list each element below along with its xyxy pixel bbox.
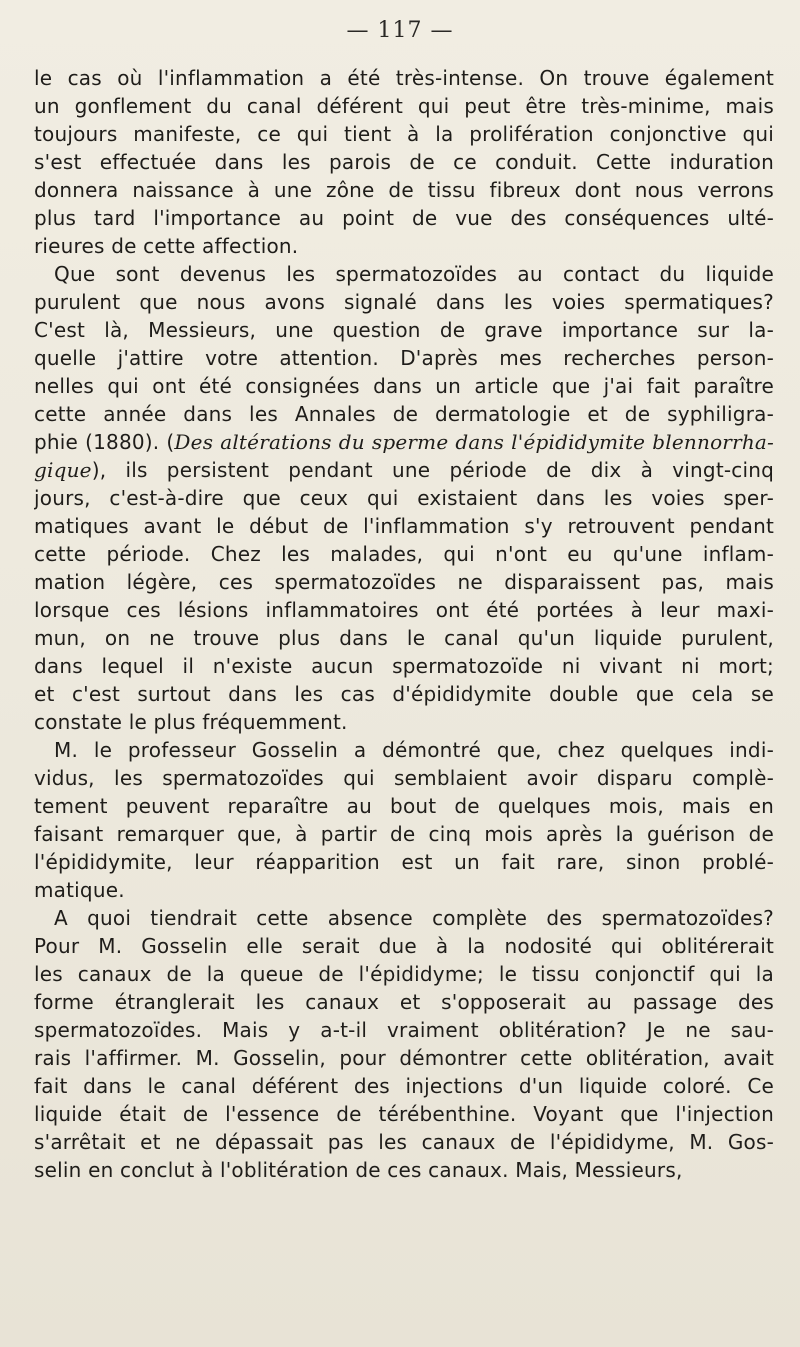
text-line: s'est effectuée dans les parois de ce conduit. Cette induration	[34, 150, 774, 174]
text-line: le cas où l'inflammation a été très-intense. On trouve également	[34, 66, 774, 90]
text-line: liquide était de l'essence de térébenthine. Voyant que l'injection	[34, 1102, 774, 1126]
italic-title: Des altérations du sperme dans l'épididymite blennorrha-	[174, 430, 774, 454]
text-line: nelles qui ont été consignées dans un article que j'ai fait paraître	[34, 374, 774, 398]
text-line: forme étranglerait les canaux et s'opposerait au passage des	[34, 990, 774, 1014]
text-line	[34, 428, 774, 456]
text-line: dans lequel il n'existe aucun spermatozoïde ni vivant ni mort;	[34, 654, 774, 678]
text-line: C'est là, Messieurs, une question de grave importance sur la-	[34, 318, 774, 342]
text-line: l'épididymite, leur réapparition est un fait rare, sinon problé-	[34, 850, 774, 874]
text-line: M. le professeur Gosselin a démontré que, chez quelques indi-	[54, 738, 774, 762]
text-line: fait dans le canal déférent des injections d'un liquide coloré. Ce	[34, 1074, 774, 1098]
text-line: quelle j'attire votre attention. D'après mes recherches person-	[34, 346, 774, 370]
text-line: cette année dans les Annales de dermatologie et de syphiligra-	[34, 402, 774, 426]
text-line: spermatozoïdes. Mais y a-t-il vraiment oblitération? Je ne sau-	[34, 1018, 774, 1042]
text-line: mun, on ne trouve plus dans le canal qu'un liquide purulent,	[34, 626, 774, 650]
text-line: constate le plus fréquemment.	[34, 710, 348, 734]
text-line: lorsque ces lésions inflammatoires ont été portées à leur maxi-	[34, 598, 774, 622]
text-line: plus tard l'importance au point de vue des conséquences ulté-	[34, 206, 774, 230]
page-number: — 117 —	[346, 18, 454, 43]
text-line: matiques avant le début de l'inflammation s'y retrouvent pendant	[34, 514, 774, 538]
text-line: s'arrêtait et ne dépassait pas les canaux de l'épididyme, M. Gos-	[34, 1130, 774, 1154]
body-text	[34, 64, 774, 1184]
text-line: tement peuvent reparaître au bout de quelques mois, mais en	[34, 794, 774, 818]
text-line: rais l'affirmer. M. Gosselin, pour démontrer cette oblitération, avait	[34, 1046, 774, 1070]
text-line: A quoi tiendrait cette absence complète des spermatozoïdes?	[54, 906, 774, 930]
text-run: phie (1880). (	[34, 430, 175, 454]
text-line: donnera naissance à une zône de tissu fibreux dont nous verrons	[34, 178, 774, 202]
text-line: Pour M. Gosselin elle serait due à la nodosité qui oblitérerait	[34, 934, 774, 958]
italic-title: gique	[34, 458, 92, 482]
text-line: Que sont devenus les spermatozoïdes au contact du liquide	[54, 262, 774, 286]
text-line: un gonflement du canal déférent qui peut être très-minime, mais	[34, 94, 774, 118]
text-line: mation légère, ces spermatozoïdes ne disparaissent pas, mais	[34, 570, 774, 594]
text-line: rieures de cette affection.	[34, 234, 299, 258]
text-line: matique.	[34, 878, 125, 902]
text-line: selin en conclut à l'oblitération de ces canaux. Mais, Messieurs,	[34, 1158, 683, 1182]
text-line: vidus, les spermatozoïdes qui semblaient avoir disparu complè-	[34, 766, 774, 790]
text-line: purulent que nous avons signalé dans les voies spermatiques?	[34, 290, 774, 314]
text-run: ), ils persistent pendant une période de dix à vingt-cinq	[91, 458, 774, 482]
text-line: et c'est surtout dans les cas d'épididymite double que cela se	[34, 682, 774, 706]
text-line: les canaux de la queue de l'épididyme; le tissu conjonctif qui la	[34, 962, 774, 986]
text-line: faisant remarquer que, à partir de cinq mois après la guérison de	[34, 822, 774, 846]
text-line: cette période. Chez les malades, qui n'ont eu qu'une inflam-	[34, 542, 774, 566]
text-line: jours, c'est-à-dire que ceux qui existaient dans les voies sper-	[34, 486, 774, 510]
text-line	[34, 456, 774, 484]
text-line: toujours manifeste, ce qui tient à la prolifération conjonctive qui	[34, 122, 774, 146]
